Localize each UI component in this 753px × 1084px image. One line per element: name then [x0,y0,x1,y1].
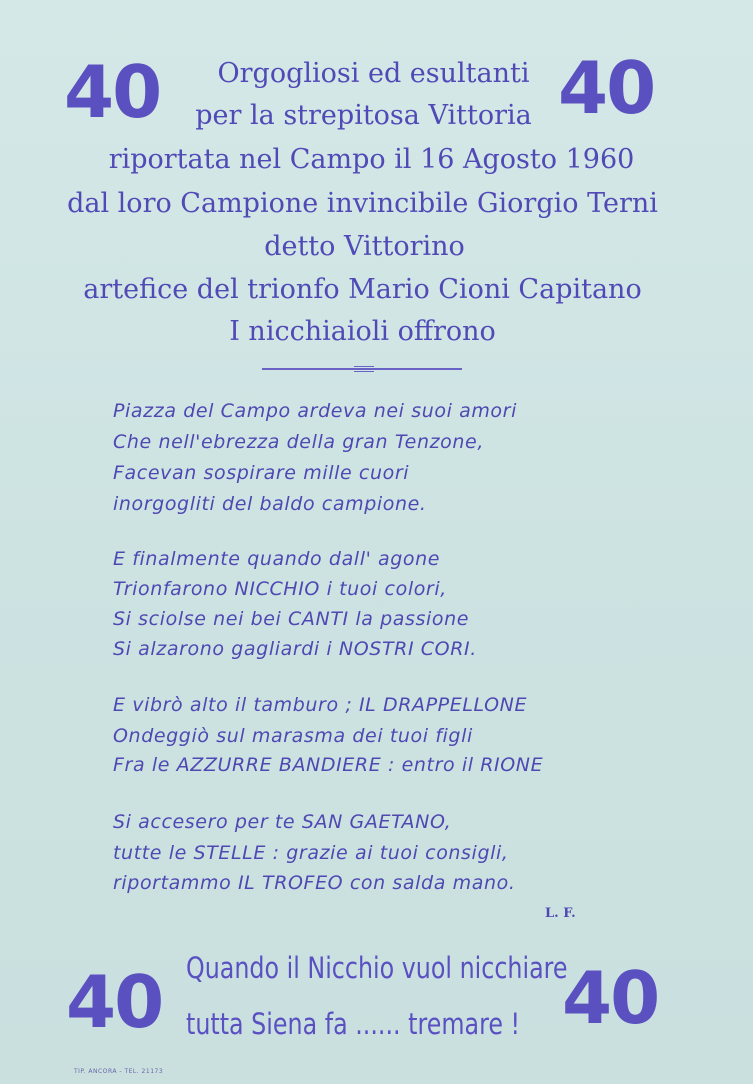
motto-line-1: Quando il Nicchio vuol nicchiare [186,951,568,985]
poem-line: Si sciolse nei bei CANTI la passione [113,608,470,630]
header-line-3: riportata nel Campo il 16 Agosto 1960 [108,144,635,175]
poem-signature: L. F. [545,906,576,921]
printer-credit: TIP. ANCORA - TEL. 21173 [74,1068,164,1075]
ornamental-divider [262,368,462,370]
poem-line: tutte le STELLE : grazie ai tuoi consigli, [113,842,509,864]
poem-line: Fra le AZZURRE BANDIERE : entro il RIONE [113,754,544,776]
poem-line: E vibrò alto il tamburo ; IL DRAPPELLONE [113,694,528,716]
header-line-1: Orgogliosi ed esultanti [217,58,530,89]
number-40-top-right: 40 [558,46,655,130]
poem-line: E finalmente quando dall' agone [113,548,441,570]
poem-line: Si alzarono gagliardi i NOSTRI CORI. [113,638,477,660]
poem-line: Che nell'ebrezza della gran Tenzone, [113,431,484,453]
poem-line: Trionfarono NICCHIO i tuoi colori, [113,578,447,600]
number-40-bottom-right: 40 [562,956,659,1040]
poem-line: Facevan sospirare mille cuori [113,462,410,484]
poem-line: Si accesero per te SAN GAETANO, [113,811,452,833]
header-line-4: dal loro Campione invincibile Giorgio Terni [67,188,658,219]
header-line-6: artefice del trionfo Mario Cioni Capitano [83,274,642,305]
number-40-top-left: 40 [64,50,161,134]
poem-line: riportammo IL TROFEO con salda mano. [113,872,516,894]
poem-line: Piazza del Campo ardeva nei suoi amori [113,400,517,422]
poem-line: inorgogliti del baldo campione. [113,493,427,515]
header-line-5: detto Vittorino [264,231,465,262]
poem-line: Ondeggiò sul marasma dei tuoi figli [113,725,473,747]
header-line-2: per la strepitosa Vittoria [195,100,532,131]
motto-line-2: tutta Siena fa ...... tremare ! [186,1007,521,1041]
header-line-7: I nicchiaioli offrono [229,316,496,347]
number-40-bottom-left: 40 [66,960,163,1044]
